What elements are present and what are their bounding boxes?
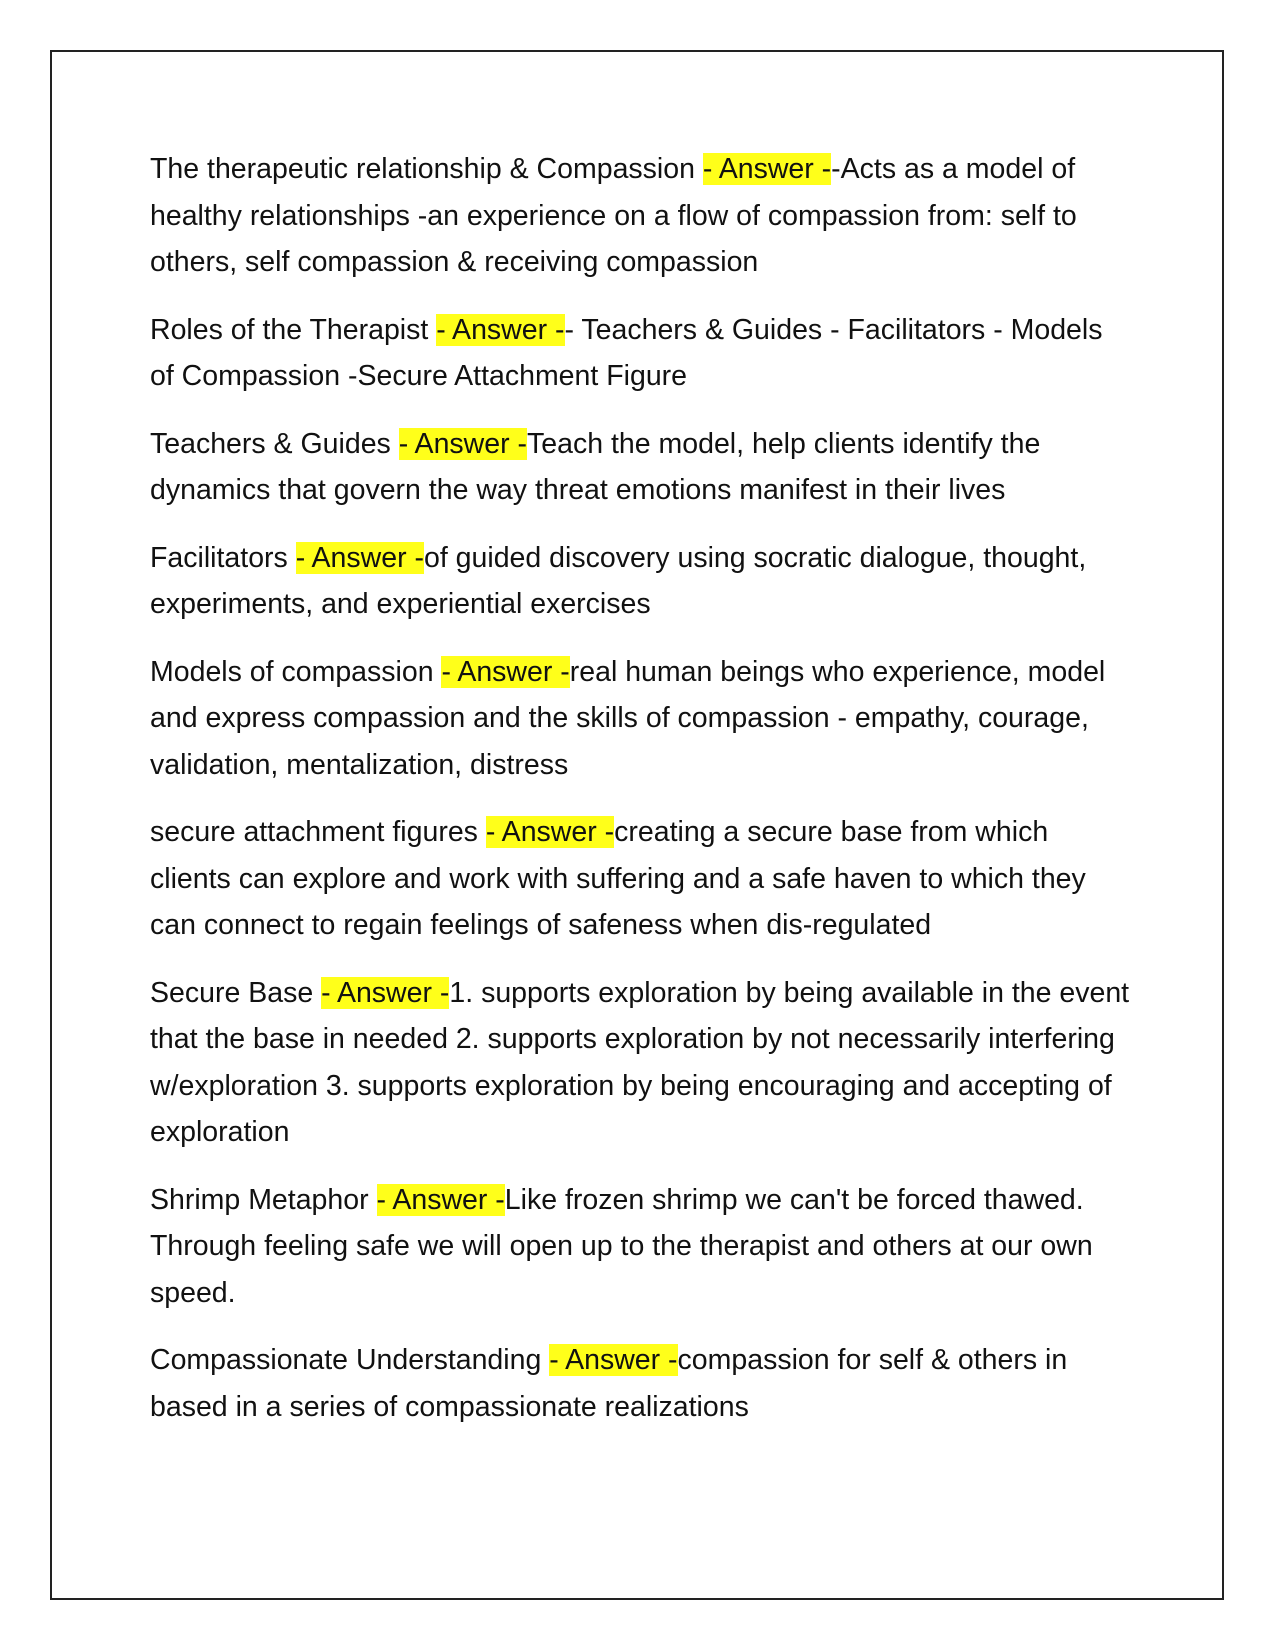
entry-definition: creating a secure base from which clients can explore and work with suffering and a safe haven to which they can connect to regain feelings of safeness when dis-regulated: [150, 816, 1086, 941]
entry-term: Roles of the Therapist: [150, 313, 437, 346]
entry-term: Teachers & Guides: [150, 427, 399, 460]
entry-definition: Like frozen shrimp we can't be forced thawed. Through feeling safe we will open up to the therapist and others at our own speed.: [150, 1183, 1093, 1309]
answer-highlight: - Answer -: [441, 655, 570, 688]
entry-definition: real human beings who experience, model and express compassion and the skills of compassion - empathy, courage, validation, mentalization, distress: [150, 655, 1106, 781]
document-body: [150, 146, 1130, 1451]
answer-highlight: - Answer -: [295, 541, 424, 574]
entry-term: Compassionate Understanding: [150, 1344, 550, 1376]
entry-term: secure attachment figures: [150, 816, 486, 848]
entry-term: Facilitators: [150, 541, 296, 574]
entry-term: The therapeutic relationship & Compassion: [150, 153, 703, 185]
answer-highlight: - Answer -: [321, 976, 450, 1009]
answer-highlight: - Answer -: [549, 1344, 678, 1376]
flashcard-entry: [150, 421, 1130, 514]
flashcard-entry: [150, 146, 1130, 286]
answer-highlight: - Answer -: [702, 153, 832, 185]
answer-highlight: - Answer -: [376, 1183, 505, 1216]
entry-term: Models of compassion: [150, 655, 442, 688]
entry-definition: Teach the model, help clients identify the dynamics that govern the way threat emotions manifest in their lives: [150, 427, 1041, 506]
flashcard-entry: [150, 649, 1130, 789]
entry-definition: 1. supports exploration by being available in the event that the base in needed 2. supports exploration by not necessarily interfering w/exploration 3. supports exploration by being encouraging and accepting of exploration: [150, 976, 1130, 1148]
answer-highlight: - Answer -: [436, 313, 565, 346]
entry-definition: compassion for self & others in based in a series of compassionate realizations: [150, 1344, 1068, 1423]
entry-definition: - Teachers & Guides - Facilitators - Models of Compassion -Secure Attachment Figure: [150, 313, 1103, 392]
entry-definition: -Acts as a model of healthy relationships -an experience on a flow of compassion from: self to others, self compassion & receiving compassion: [150, 153, 1077, 278]
flashcard-entry: [150, 1337, 1130, 1430]
answer-highlight: - Answer -: [485, 816, 615, 848]
flashcard-entry: [150, 535, 1130, 628]
flashcard-entry: [150, 1177, 1130, 1317]
flashcard-entry: [150, 809, 1130, 949]
entry-definition: of guided discovery using socratic dialogue, thought, experiments, and experiential exercises: [150, 541, 1087, 620]
flashcard-entry: [150, 307, 1130, 400]
entry-term: Secure Base: [150, 976, 322, 1009]
answer-highlight: - Answer -: [398, 427, 527, 460]
flashcard-entry: [150, 970, 1130, 1156]
entry-term: Shrimp Metaphor: [150, 1183, 377, 1216]
